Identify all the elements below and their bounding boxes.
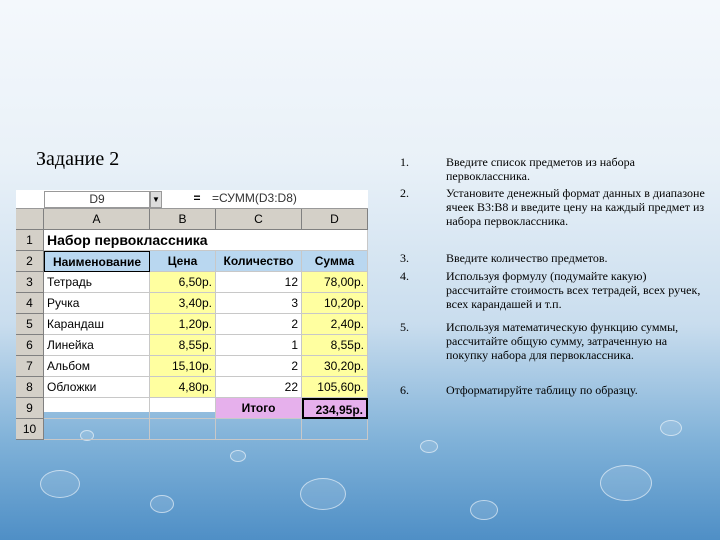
task-number: 4. [400, 269, 409, 283]
water-drop [300, 478, 346, 510]
column-header-row [16, 209, 368, 231]
item-name-cell[interactable]: Альбом [44, 356, 150, 377]
row-header[interactable]: 10 [16, 419, 44, 440]
sum-cell[interactable]: 8,55р. [302, 335, 368, 356]
water-drop [150, 495, 174, 513]
price-cell[interactable]: 8,55р. [150, 335, 216, 356]
table-row [16, 230, 368, 252]
price-cell[interactable]: 4,80р. [150, 377, 216, 398]
water-drop [230, 450, 246, 462]
price-cell[interactable]: 3,40р. [150, 293, 216, 314]
empty-cell[interactable] [302, 419, 368, 440]
sum-cell[interactable]: 10,20р. [302, 293, 368, 314]
item-name-cell[interactable]: Линейка [44, 335, 150, 356]
row-header[interactable]: 1 [16, 230, 44, 251]
formula-bar [16, 190, 368, 209]
empty-cell[interactable] [150, 398, 216, 419]
slide-title: Задание 2 [36, 148, 120, 170]
row-header[interactable]: 5 [16, 314, 44, 335]
total-value-cell[interactable]: 234,95р. [302, 398, 368, 419]
spreadsheet [16, 190, 368, 436]
column-header-d[interactable]: D [302, 209, 368, 230]
qty-cell[interactable]: 1 [216, 335, 302, 356]
task-text: Отформатируйте таблицу по образцу. [446, 383, 638, 397]
table-row [16, 272, 368, 294]
table-row [16, 398, 368, 420]
water-drop [40, 470, 80, 498]
row-header[interactable]: 3 [16, 272, 44, 293]
formula-input[interactable]: =СУММ(D3:D8) [212, 191, 297, 205]
name-box-dropdown-icon[interactable]: ▼ [150, 191, 162, 208]
water-drop [600, 465, 652, 501]
row-header[interactable]: 6 [16, 335, 44, 356]
task-text: Установите денежный формат данных в диапазоне ячеек B3:B8 и введите цену на каждый предмет из набора первоклассника. [446, 186, 705, 228]
empty-cell[interactable] [150, 419, 216, 440]
table-row [16, 314, 368, 336]
item-name-cell[interactable]: Карандаш [44, 314, 150, 335]
table-row [16, 335, 368, 357]
row-header[interactable]: 7 [16, 356, 44, 377]
water-drop [660, 420, 682, 436]
sum-cell[interactable]: 30,20р. [302, 356, 368, 377]
column-header-b[interactable]: B [150, 209, 216, 230]
task-text: Введите количество предметов. [446, 251, 608, 265]
header-sum-cell[interactable]: Сумма [302, 251, 368, 272]
table-row [16, 356, 368, 378]
sum-cell[interactable]: 78,00р. [302, 272, 368, 293]
qty-cell[interactable]: 2 [216, 314, 302, 335]
task-text: Используя математическую функцию суммы, рассчитайте общую сумму, затраченную на покупку набора для первоклассника. [446, 320, 679, 362]
item-name-cell[interactable]: Тетрадь [44, 272, 150, 293]
task-text: Используя формулу (подумайте какую) рассчитайте стоимость всех тетрадей, всех ручек, всех карандашей и т.п. [446, 269, 701, 311]
total-label-cell[interactable]: Итого [216, 398, 302, 419]
price-cell[interactable]: 1,20р. [150, 314, 216, 335]
name-box[interactable]: D9 [44, 191, 150, 208]
row-header[interactable]: 2 [16, 251, 44, 272]
task-number: 2. [400, 186, 409, 200]
column-header-a[interactable]: A [44, 209, 150, 230]
task-number: 5. [400, 320, 409, 334]
table-row [16, 251, 368, 273]
table-row [16, 419, 368, 441]
row-header[interactable]: 8 [16, 377, 44, 398]
header-price-cell[interactable]: Цена [150, 251, 216, 272]
item-name-cell[interactable]: Ручка [44, 293, 150, 314]
empty-cell[interactable] [216, 419, 302, 440]
empty-cell[interactable] [44, 398, 150, 419]
table-row [16, 377, 368, 399]
task-number: 1. [400, 155, 409, 169]
select-all-corner[interactable] [16, 209, 44, 230]
sum-cell[interactable]: 105,60р. [302, 377, 368, 398]
qty-cell[interactable]: 22 [216, 377, 302, 398]
task-number: 6. [400, 383, 409, 397]
header-name-cell[interactable]: Наименование [44, 251, 150, 272]
qty-cell[interactable]: 3 [216, 293, 302, 314]
table-row [16, 293, 368, 315]
task-number: 3. [400, 251, 409, 265]
item-name-cell[interactable]: Обложки [44, 377, 150, 398]
header-qty-cell[interactable]: Количество [216, 251, 302, 272]
qty-cell[interactable]: 12 [216, 272, 302, 293]
qty-cell[interactable]: 2 [216, 356, 302, 377]
empty-cell[interactable] [44, 419, 150, 440]
column-header-c[interactable]: C [216, 209, 302, 230]
sum-cell[interactable]: 2,40р. [302, 314, 368, 335]
price-cell[interactable]: 6,50р. [150, 272, 216, 293]
task-text: Введите список предметов из набора первоклассника. [446, 155, 635, 183]
price-cell[interactable]: 15,10р. [150, 356, 216, 377]
edit-formula-button[interactable]: = [193, 191, 201, 205]
table-title-cell[interactable]: Набор первоклассника [44, 230, 368, 251]
row-header[interactable]: 9 [16, 398, 44, 419]
water-drop [470, 500, 498, 520]
water-drop [420, 440, 438, 453]
row-header[interactable]: 4 [16, 293, 44, 314]
